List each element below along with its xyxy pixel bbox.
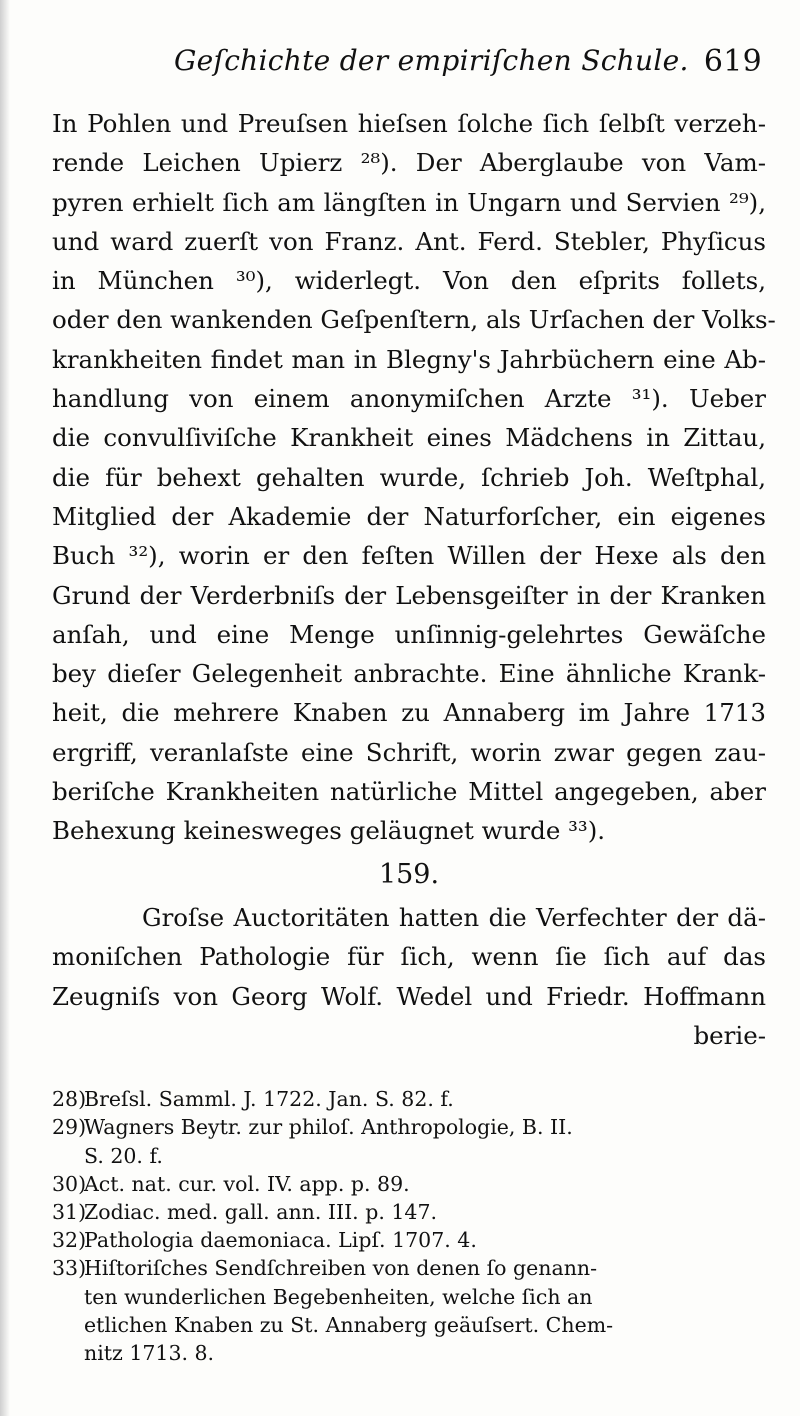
body-line: oder den wankenden Geſpenſtern, als Urſachen der Volks-: [52, 305, 776, 335]
body-line: Behexung keinesweges geläugnet wurde ³³).: [52, 816, 606, 846]
footnote-text: Act. nat. cur. vol. IV. app. p. 89.: [84, 1171, 410, 1196]
body-line: Buch ³²), worin er den feſten Willen der Hexe als den: [52, 541, 766, 571]
footnote-number: 31): [52, 1199, 87, 1224]
footnote-text: Wagners Beytr. zur philoſ. Anthropologie, B. II.: [84, 1115, 573, 1140]
body-line: beriſche Krankheiten natürliche Mittel angegeben, aber: [52, 777, 766, 807]
body-line: krankheiten findet man in Blegny's Jahrbüchern eine Ab-: [52, 344, 766, 374]
section-line: Zeugniſs von Georg Wolf. Wedel und Friedr. Hoffmann: [52, 981, 766, 1011]
footnote: [52, 1254, 766, 1367]
footnote-text: nitz 1713. 8.: [84, 1340, 215, 1365]
body-line: ergriff, veranlaſste eine Schrift, worin zwar gegen zau-: [52, 737, 766, 767]
body-line: die für behext gehalten wurde, ſchrieb Joh. Weſtphal,: [52, 462, 766, 492]
catchword: berie-: [693, 1020, 766, 1050]
footnote-number: 33): [52, 1256, 87, 1281]
body-line: In Pohlen und Preuſsen hieſsen ſolche ſich ſelbſt verzeh-: [52, 109, 766, 138]
footnote-number: 29): [52, 1115, 87, 1140]
body-line: bey dieſer Gelegenheit anbrachte. Eine ähnliche Krank-: [52, 659, 766, 689]
footnote-number: 30): [52, 1171, 87, 1196]
body-line: die convulſiviſche Krankheit eines Mädchens in Zittau,: [52, 423, 766, 453]
footnote: [52, 1170, 766, 1198]
section-number: 159.: [378, 858, 440, 890]
body-text: [52, 104, 776, 1055]
body-line: rende Leichen Upierz ²⁸). Der Aberglaube von Vam-: [52, 148, 766, 178]
section-line: moniſchen Pathologie für ſich, wenn ſie ſich auf das: [52, 942, 766, 972]
body-line: pyren erhielt ſich am längſten in Ungarn und Servien ²⁹),: [52, 187, 766, 217]
footnotes: [52, 1085, 766, 1367]
footnote: [52, 1113, 766, 1169]
running-title: Geſchichte der empiriſchen Schule.: [174, 44, 689, 77]
body-line: in München ³⁰), widerlegt. Von den eſprits follets,: [52, 266, 766, 296]
section-line: Groſse Auctoritäten hatten die Verfechter der dä-: [142, 902, 766, 932]
page-number: 619: [703, 44, 762, 79]
body-line: und ward zuerſt von Franz. Ant. Ferd. Stebler, Phyſicus: [52, 226, 766, 256]
footnote-text: S. 20. f.: [84, 1143, 163, 1168]
footnote: [52, 1085, 766, 1113]
body-line: Mitglied der Akademie der Naturforſcher, ein eigenes: [52, 501, 766, 531]
footnote-text: etlichen Knaben zu St. Annaberg geäuſsert. Chem-: [84, 1312, 614, 1337]
footnote-number: 28): [52, 1087, 87, 1112]
body-line: heit, die mehrere Knaben zu Annaberg im Jahre 1713: [52, 698, 766, 728]
body-line: handlung von einem anonymiſchen Arzte ³¹). Ueber: [52, 384, 766, 414]
footnote-text: Zodiac. med. gall. ann. III. p. 147.: [84, 1199, 438, 1224]
footnote-text: Breſsl. Samml. J. 1722. Jan. S. 82. f.: [84, 1087, 454, 1112]
page-header: [52, 44, 766, 84]
body-line: Grund der Verderbniſs der Lebensgeiſter in der Kranken: [52, 580, 766, 610]
footnote-text: ten wunderlichen Begebenheiten, welche ſich an: [84, 1284, 593, 1309]
footnote-text: Pathologia daemoniaca. Lipſ. 1707. 4.: [84, 1228, 477, 1253]
footnote-text: Hiſtoriſches Sendſchreiben von denen ſo genann-: [84, 1256, 598, 1281]
footnote: [52, 1226, 766, 1254]
footnote: [52, 1198, 766, 1226]
body-line: anſah, und eine Menge unſinnig-gelehrtes Gewäſche: [52, 619, 766, 649]
footnote-number: 32): [52, 1228, 87, 1253]
